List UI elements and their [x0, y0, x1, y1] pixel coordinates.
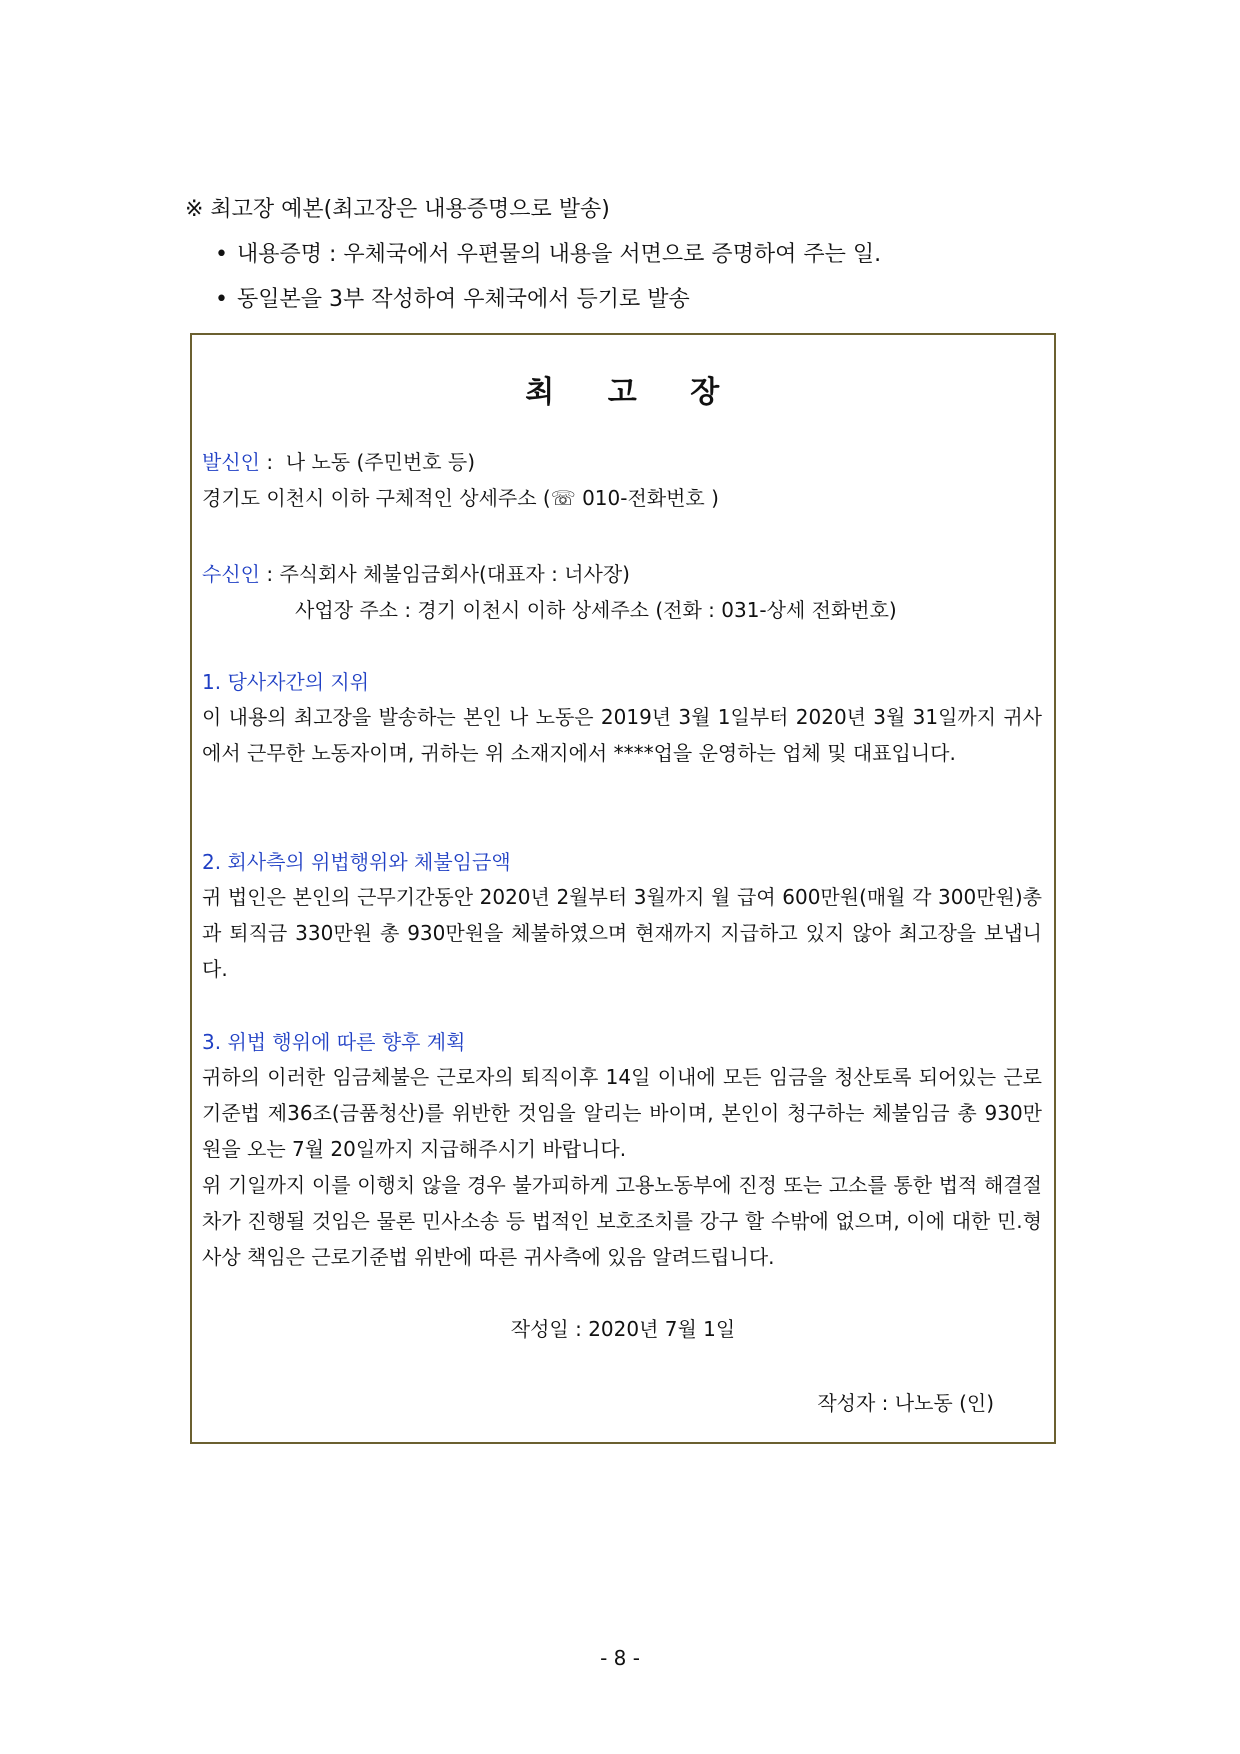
sender-line	[202, 447, 475, 477]
receiver-label: 수신인	[202, 562, 260, 586]
sender-label: 발신인	[202, 450, 260, 474]
section-heading-2: 2. 회사측의 위법행위와 체불임금액	[202, 850, 511, 874]
bullet-icon: •	[215, 287, 228, 312]
note-item-text: 동일본을 3부 작성하여 우체국에서 등기로 발송	[237, 287, 690, 312]
author-line: 작성자 : 나노동 (인)	[817, 1391, 994, 1415]
title-char: 장	[690, 375, 721, 410]
page-number: - 8 -	[600, 1646, 640, 1670]
title-char: 고	[607, 375, 639, 410]
letter-box	[190, 333, 1056, 1444]
section-body-1: 이 내용의 최고장을 발송하는 본인 나 노동은 2019년 3월 1일부터 2020년 3월 31일까지 귀사에서 근무한 노동자이며, 귀하는 위 소재지에서 ****업을 운영하는 업체 및 대표입니다.	[202, 705, 1042, 765]
notes-title: ※ 최고장 예본(최고장은 내용증명으로 발송)	[185, 197, 610, 222]
section-body-3b: 위 기일까지 이를 이행치 않을 경우 불가피하게 고용노동부에 진정 또는 고소를 통한 법적 해결절차가 진행될 것임은 물론 민사소송 등 법적인 보호조치를 강구 할 수밖에 없으며, 이에 대한 민.형사상 책임은 근로기준법 위반에 따른 귀사측에 있음 알려드립니다.	[202, 1173, 1042, 1269]
sender-sep: :	[266, 450, 274, 474]
receiver-name: 주식회사 체불임금회사(대표자 : 너사장)	[279, 562, 630, 586]
receiver-line	[202, 559, 630, 589]
section-heading-1: 1. 당사자간의 지위	[202, 670, 370, 694]
note-item	[185, 240, 881, 270]
sender-name: 나 노동 (주민번호 등)	[285, 450, 476, 474]
notes-section	[185, 195, 881, 315]
letter-title	[192, 367, 1054, 411]
title-char: 최	[525, 375, 556, 410]
receiver-address: 사업장 주소 : 경기 이천시 이하 상세주소 (전화 : 031-상세 전화번호)	[295, 598, 897, 622]
sender-address: 경기도 이천시 이하 구체적인 상세주소 (☏ 010-전화번호 )	[202, 486, 719, 510]
section-heading-3: 3. 위법 행위에 따른 향후 계획	[202, 1030, 466, 1054]
section-body-2: 귀 법인은 본인의 근무기간동안 2020년 2월부터 3월까지 월 급여 600만원(매월 각 300만원)총과 퇴직금 330만원 총 930만원을 체불하였으며 현재까지 지급하고 있지 않아 최고장을 보냅니다.	[202, 885, 1042, 981]
bullet-icon: •	[215, 242, 228, 267]
note-item	[185, 285, 881, 315]
note-item-text: 내용증명 : 우체국에서 우편물의 내용을 서면으로 증명하여 주는 일.	[237, 242, 882, 267]
receiver-sep: :	[266, 562, 274, 586]
date-line: 작성일 : 2020년 7월 1일	[510, 1317, 736, 1341]
section-body-3: 귀하의 이러한 임금체불은 근로자의 퇴직이후 14일 이내에 모든 임금을 청산토록 되어있는 근로기준법 제36조(금품청산)를 위반한 것임을 알리는 바이며, 본인이 청구하는 체불임금 총 930만원을 오는 7월 20일까지 지급해주시기 바랍니다.	[202, 1065, 1042, 1161]
